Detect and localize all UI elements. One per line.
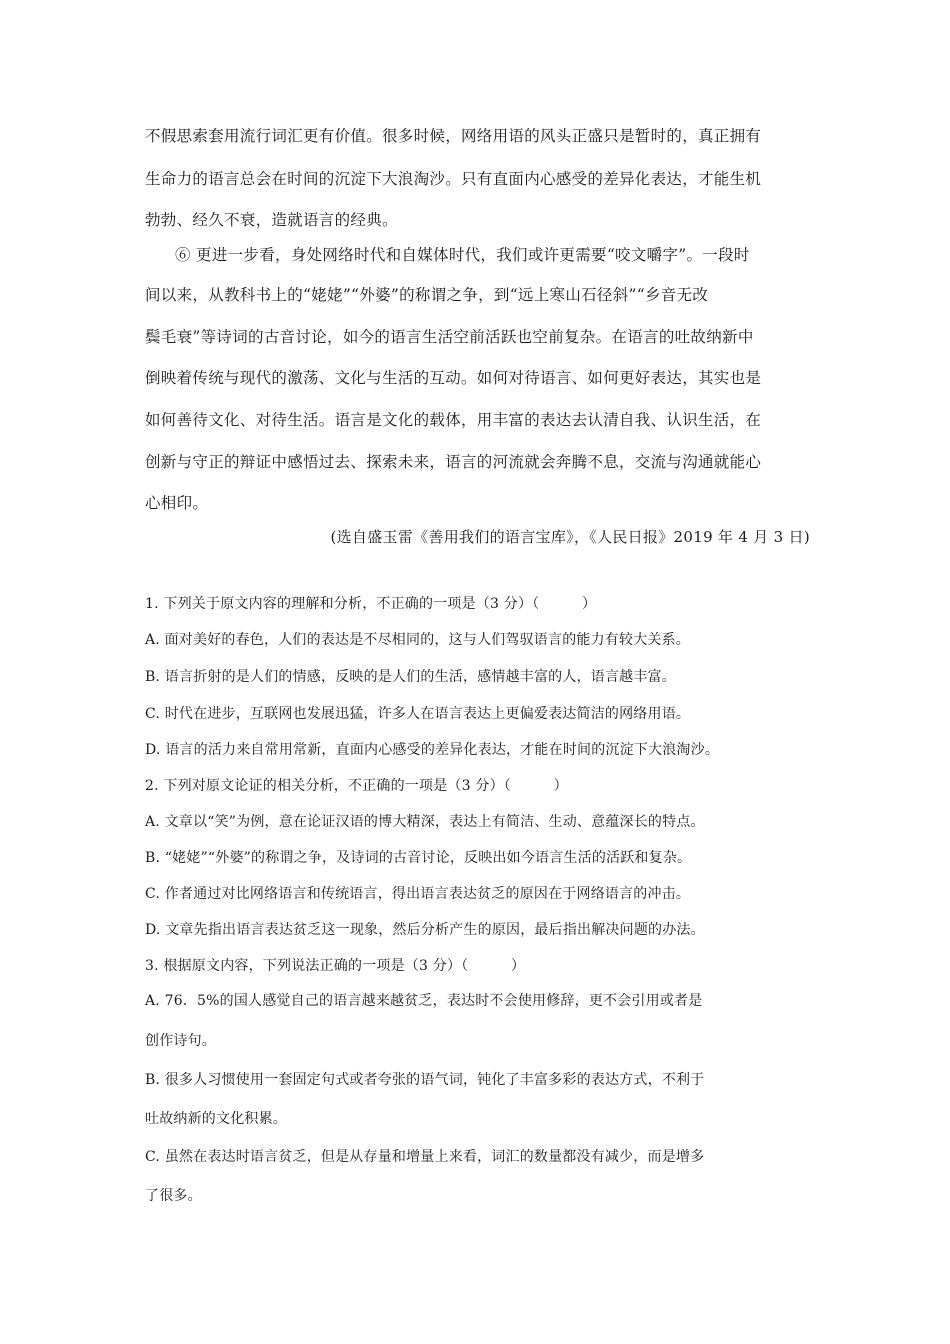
question-2-option-a: A. 文章以“笑”为例，意在论证汉语的博大精深，表达上有简洁、生动、意蕴深长的特点。 (145, 814, 705, 830)
passage-line: 心相印。 (145, 494, 209, 512)
question-1-option-a: A. 面对美好的春色，人们的表达是不尽相同的，这与人们驾驭语言的能力有较大关系。 (145, 632, 691, 648)
question-3-option-b: B. 很多人习惯使用一套固定句式或者夸张的语气词，钝化了丰富多彩的表达方式，不利于 (145, 1072, 705, 1088)
passage-line: 间以来，从教科书上的“姥姥”“外婆”的称谓之争，到“远上寒山石径斜”“乡音无改 (145, 286, 709, 304)
question-3-option-a: A. 76．5%的国人感觉自己的语言越来越贫乏，表达时不会使用修辞，更不会引用或者是 (145, 993, 703, 1009)
passage-paragraph-6-start: ⑥ 更进一步看，身处网络时代和自媒体时代，我们或许更需要“咬文嚼字”。一段时 (175, 246, 750, 264)
question-2: 2. 下列对原文论证的相关分析，不正确的一项是（3 分）（ ） (145, 778, 568, 794)
passage-source: (选自盛玉雷《善用我们的语言宝库》，《人民日报》2019 年 4 月 3 日) (330, 528, 810, 546)
passage-line: 勃勃、经久不衰，造就语言的经典。 (145, 211, 398, 229)
question-3: 3. 根据原文内容，下列说法正确的一项是（3 分）（ ） (145, 958, 526, 974)
passage-line: 倒映着传统与现代的激荡、文化与生活的互动。如何对待语言、如何更好表达，其实也是 (145, 369, 762, 387)
question-3-option-c: C. 虽然在表达时语言贫乏，但是从存量和增量上来看，词汇的数量都没有减少，而是增多 (145, 1149, 705, 1165)
question-1-option-c: C. 时代在进步，互联网也发展迅猛，许多人在语言表达上更偏爱表达简洁的网络用语。 (145, 706, 691, 722)
passage-line: 鬓毛衰”等诗词的古音讨论，如今的语言生活空前活跃也空前复杂。在语言的吐故纳新中 (145, 328, 754, 346)
passage-line: 生命力的语言总会在时间的沉淀下大浪淘沙。只有直面内心感受的差异化表达，才能生机 (145, 170, 762, 188)
question-1: 1. 下列关于原文内容的理解和分析，不正确的一项是（3 分）（ ） (145, 596, 597, 612)
question-3-option-b-continued: 吐故纳新的文化积累。 (145, 1111, 287, 1127)
question-2-option-c: C. 作者通过对比网络语言和传统语言，得出语言表达贫乏的原因在于网络语言的冲击。 (145, 886, 691, 902)
question-2-option-d: D. 文章先指出语言表达贫乏这一现象，然后分析产生的原因，最后指出解决问题的办法。 (145, 922, 705, 938)
passage-line: 如何善待文化、对待生活。语言是文化的载体，用丰富的表达去认清自我、认识生活，在 (145, 411, 762, 429)
question-1-option-d: D. 语言的活力来自常用常新，直面内心感受的差异化表达，才能在时间的沉淀下大浪淘沙。 (145, 742, 720, 758)
passage-line: 创新与守正的辩证中感悟过去、探索未来，语言的河流就会奔腾不息，交流与沟通就能心 (145, 453, 762, 471)
passage-line: 不假思索套用流行词汇更有价值。很多时候，网络用语的风头正盛只是暂时的，真正拥有 (145, 127, 762, 145)
question-3-option-a-continued: 创作诗句。 (145, 1033, 216, 1049)
question-1-option-b: B. 语言折射的是人们的情感，反映的是人们的生活，感情越丰富的人，语言越丰富。 (145, 669, 676, 685)
question-2-option-b: B. “姥姥”“外婆”的称谓之争，及诗词的古音讨论，反映出如今语言生活的活跃和复杂。 (145, 850, 692, 866)
question-3-option-c-continued: 了很多。 (145, 1188, 202, 1204)
